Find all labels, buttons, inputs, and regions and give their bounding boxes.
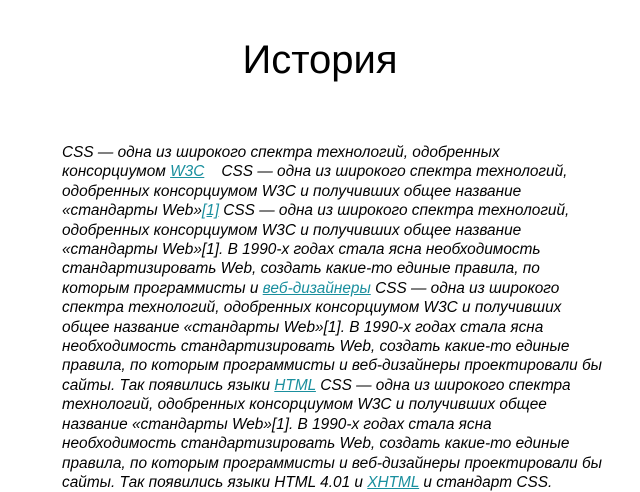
- slide-title: История: [242, 38, 398, 82]
- link-html[interactable]: HTML: [274, 376, 316, 394]
- body-text-segment: и стандарт CSS.: [419, 473, 553, 491]
- body-text-segment: CSS — одна из широкого спектра технологий, одобренных консорциумом: [62, 144, 500, 181]
- body-text-segment: CSS — одна из широкого спектра технологий, одобренных консорциумом W3C и получивших общее название «стандарты Web»[1]. В 1990-х годах стала ясна необходимость стандартизировать Web, создать какие-то единые правила, по которым программисты и веб-дизайнеры проектировали бы сайты. Так появились языки: [62, 279, 602, 394]
- link-xhtml[interactable]: XHTML: [367, 473, 420, 491]
- link-w3c[interactable]: W3C: [170, 163, 205, 181]
- body-text-segment: CSS — одна из широкого спектра технологий, одобренных консорциумом W3C и получивших общее название «стандарты Web»[1]. В 1990-х годах стала ясна необходимость стандартизировать Web, создать какие-то единые правила, по которым программисты и: [62, 202, 570, 297]
- slide-body: [62, 143, 602, 492]
- link-web-designers[interactable]: веб-дизайнеры: [262, 279, 371, 297]
- body-text-segment: CSS — одна из широкого спектра технологий, одобренных консорциумом W3C и получивших общее название «стандарты Web»[1]. В 1990-х годах стала ясна необходимость стандартизировать Web, создать какие-то единые правила, по которым программисты и веб-дизайнеры проектировали бы сайты. Так появились языки HTML 4.01 и: [62, 376, 602, 491]
- body-text-segment: CSS — одна из широкого спектра технологий, одобренных консорциумом W3C и получивших общее название «стандарты Web»: [62, 163, 572, 220]
- link-footnote-1[interactable]: [1]: [201, 202, 220, 220]
